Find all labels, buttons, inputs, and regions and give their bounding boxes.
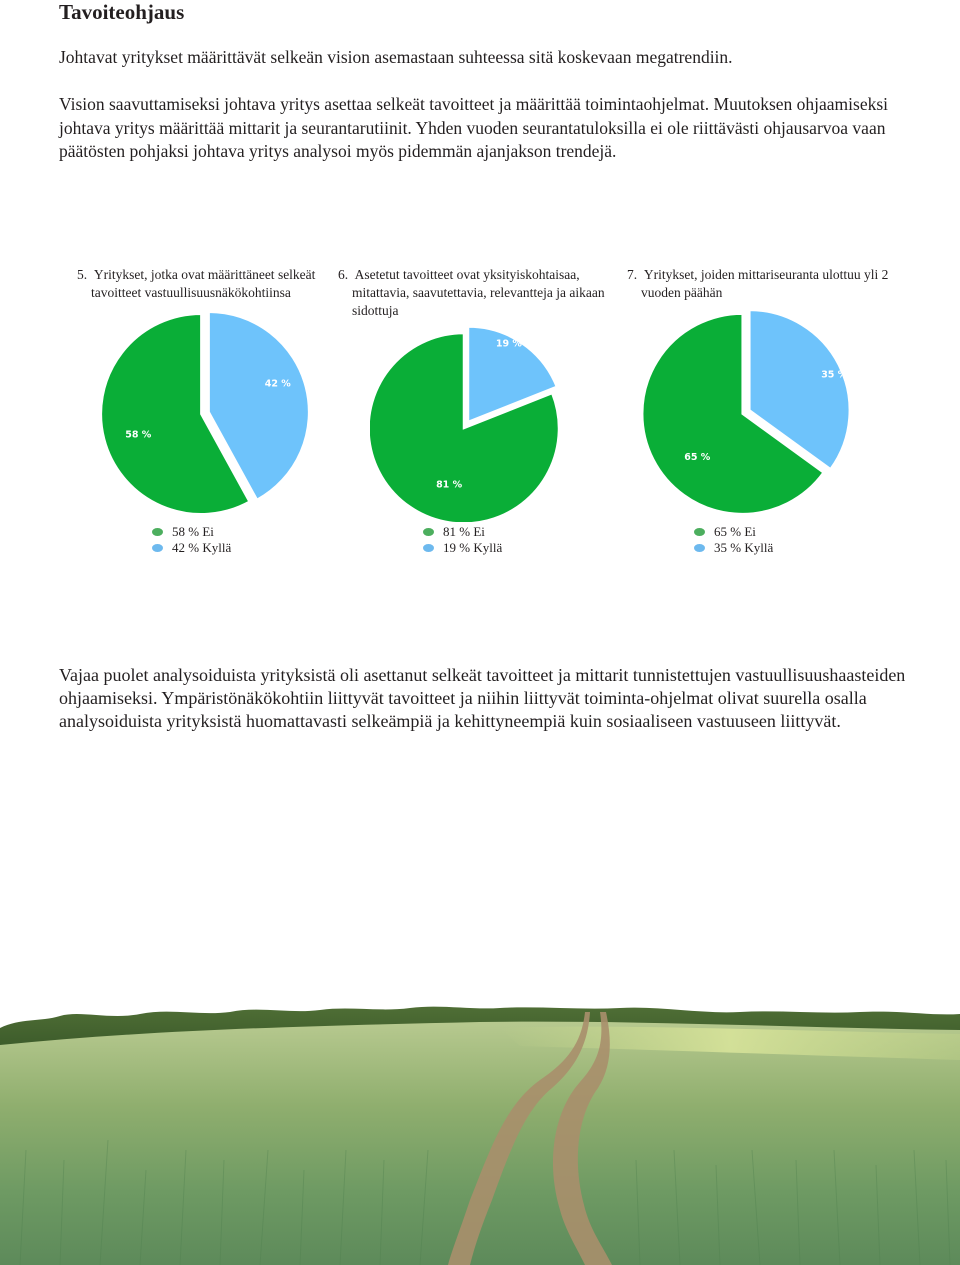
intro-paragraph: Johtavat yritykset määrittävät selkeän vision asemastaan suhteessa sitä koskevaan megatrendiin. <box>59 47 733 67</box>
pie-svg <box>640 308 860 518</box>
legend-dot-ei <box>152 528 163 536</box>
pie-svg <box>370 322 580 522</box>
legend-dot-ei <box>694 528 705 536</box>
legend-label: 58 % Ei <box>172 524 214 539</box>
pie-svg <box>95 308 315 518</box>
chart-title-text: Yritykset, joiden mittariseuranta ulottuu yli 2 vuoden päähän <box>641 267 889 300</box>
pie-legend <box>423 524 502 556</box>
slice-label-kylla: 19 % <box>495 338 522 350</box>
pie-legend <box>694 524 773 556</box>
chart-title-text: Yritykset, jotka ovat määrittäneet selkeät tavoitteet vastuullisuusnäkökohtiinsa <box>91 267 316 300</box>
slice-label-kylla: 35 % <box>821 369 848 381</box>
legend-dot-ei <box>423 528 434 536</box>
slice-label-ei: 65 % <box>684 451 711 463</box>
legend-label: 35 % Kyllä <box>714 540 774 555</box>
pie-legend <box>152 524 231 556</box>
pie-chart-title <box>77 266 357 302</box>
legend-item-kylla <box>152 540 231 556</box>
chart-number: 7. <box>627 267 638 282</box>
legend-dot-kylla <box>152 544 163 552</box>
legend-item-ei <box>423 524 502 540</box>
legend-item-ei <box>694 524 773 540</box>
summary-paragraph: Vajaa puolet analysoiduista yrityksistä oli asettanut selkeät tavoitteet ja mittarit tunnistettujen vastuullisuushaasteiden ohjaamiseksi. Ympäristönäkökohtiin liittyvät tavoitteet ja niihin liittyvät toiminta-ohjelmat olivat suurella osalla analysoiduista yrityksistä huomattavasti selkeämpiä ja kehittyneempiä kuin sosiaaliseen vastuuseen liittyvät. <box>59 665 906 731</box>
chart-title-text: Asetetut tavoitteet ovat yksityiskohtaisaa, mitattavia, saavutettavia, relevantteja ja aikaan sidottuja <box>352 267 605 318</box>
legend-label: 81 % Ei <box>443 524 485 539</box>
legend-item-kylla <box>423 540 502 556</box>
legend-dot-kylla <box>694 544 705 552</box>
pie-chart-title <box>338 266 618 320</box>
legend-item-kylla <box>694 540 773 556</box>
wheat-field-image <box>0 1000 960 1265</box>
slice-label-ei: 58 % <box>125 429 152 441</box>
chart-number: 5. <box>77 267 88 282</box>
legend-item-ei <box>152 524 231 540</box>
vision-paragraph: Vision saavuttamiseksi johtava yritys asettaa selkeät tavoitteet ja määrittää toimintaohjelmat. Muutoksen ohjaamiseksi johtava yritys määrittää mittarit ja seurantarutiinit. Yhden vuoden seurantatuloksilla ei ole riittävästi ohjausarvoa vaan päätösten pohjaksi johtava yritys analysoi myös pidemmän ajanjakson trendejä. <box>59 94 889 161</box>
legend-label: 19 % Kyllä <box>443 540 503 555</box>
slice-label-ei: 81 % <box>436 479 463 491</box>
legend-dot-kylla <box>423 544 434 552</box>
page-title: Tavoiteohjaus <box>59 0 185 24</box>
pie-chart-title <box>627 266 907 302</box>
legend-label: 65 % Ei <box>714 524 756 539</box>
chart-number: 6. <box>338 267 349 282</box>
legend-label: 42 % Kyllä <box>172 540 232 555</box>
slice-label-kylla: 42 % <box>264 378 291 390</box>
